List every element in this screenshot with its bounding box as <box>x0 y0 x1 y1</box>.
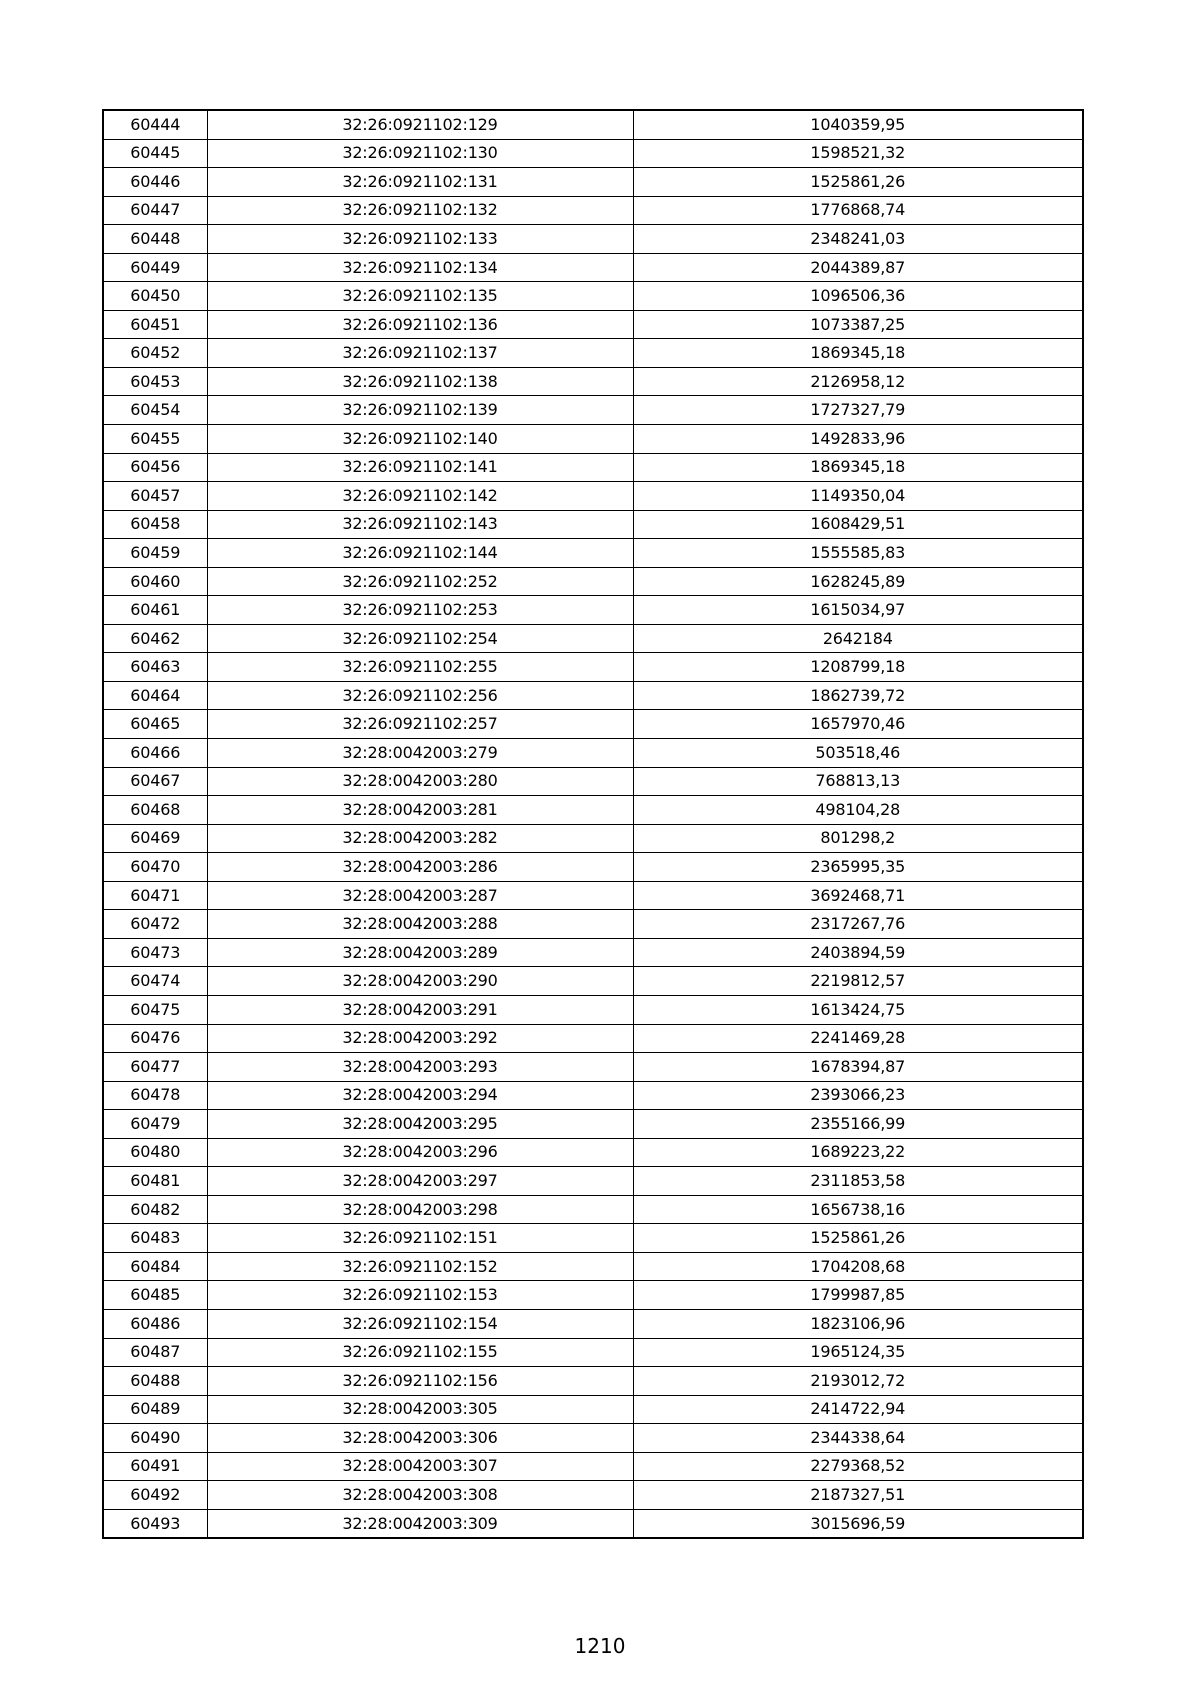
table-row <box>103 1195 1083 1224</box>
table-row <box>103 510 1083 539</box>
cadastral-number-cell: 32:28:0042003:286 <box>207 853 633 882</box>
table-row <box>103 1367 1083 1396</box>
table-row <box>103 1395 1083 1424</box>
row-number-cell: 60488 <box>103 1367 207 1396</box>
cadastral-number-cell: 32:26:0921102:253 <box>207 596 633 625</box>
row-number-cell: 60452 <box>103 339 207 368</box>
value-cell: 1608429,51 <box>633 510 1083 539</box>
cadastral-number-cell: 32:26:0921102:154 <box>207 1309 633 1338</box>
row-number-cell: 60493 <box>103 1509 207 1538</box>
row-number-cell: 60477 <box>103 1053 207 1082</box>
value-cell: 1598521,32 <box>633 139 1083 168</box>
cadastral-number-cell: 32:26:0921102:155 <box>207 1338 633 1367</box>
row-number-cell: 60470 <box>103 853 207 882</box>
value-cell: 1613424,75 <box>633 995 1083 1024</box>
value-cell: 1869345,18 <box>633 453 1083 482</box>
row-number-cell: 60453 <box>103 367 207 396</box>
row-number-cell: 60463 <box>103 653 207 682</box>
row-number-cell: 60462 <box>103 624 207 653</box>
cadastral-number-cell: 32:28:0042003:308 <box>207 1481 633 1510</box>
value-cell: 1525861,26 <box>633 1224 1083 1253</box>
table-row <box>103 425 1083 454</box>
row-number-cell: 60444 <box>103 110 207 139</box>
cadastral-number-cell: 32:28:0042003:306 <box>207 1424 633 1453</box>
row-number-cell: 60454 <box>103 396 207 425</box>
row-number-cell: 60481 <box>103 1167 207 1196</box>
row-number-cell: 60492 <box>103 1481 207 1510</box>
table-row <box>103 1338 1083 1367</box>
cadastral-number-cell: 32:26:0921102:134 <box>207 253 633 282</box>
cadastral-number-cell: 32:26:0921102:139 <box>207 396 633 425</box>
value-cell: 1776868,74 <box>633 196 1083 225</box>
value-cell: 1656738,16 <box>633 1195 1083 1224</box>
row-number-cell: 60448 <box>103 225 207 254</box>
table-row <box>103 1452 1083 1481</box>
value-cell: 1799987,85 <box>633 1281 1083 1310</box>
table-row <box>103 624 1083 653</box>
value-cell: 2365995,35 <box>633 853 1083 882</box>
value-cell: 1208799,18 <box>633 653 1083 682</box>
value-cell: 2393066,23 <box>633 1081 1083 1110</box>
table-row <box>103 396 1083 425</box>
row-number-cell: 60485 <box>103 1281 207 1310</box>
cadastral-number-cell: 32:28:0042003:288 <box>207 910 633 939</box>
table-row <box>103 1224 1083 1253</box>
cadastral-number-cell: 32:28:0042003:297 <box>207 1167 633 1196</box>
table-row <box>103 367 1083 396</box>
cadastral-number-cell: 32:28:0042003:305 <box>207 1395 633 1424</box>
value-cell: 2355166,99 <box>633 1110 1083 1139</box>
table-row <box>103 1281 1083 1310</box>
row-number-cell: 60489 <box>103 1395 207 1424</box>
cadastral-number-cell: 32:26:0921102:257 <box>207 710 633 739</box>
value-cell: 2126958,12 <box>633 367 1083 396</box>
table-row <box>103 767 1083 796</box>
table-row <box>103 110 1083 139</box>
value-cell: 2348241,03 <box>633 225 1083 254</box>
row-number-cell: 60484 <box>103 1252 207 1281</box>
value-cell: 2241469,28 <box>633 1024 1083 1053</box>
row-number-cell: 60445 <box>103 139 207 168</box>
value-cell: 503518,46 <box>633 739 1083 768</box>
cadastral-number-cell: 32:28:0042003:307 <box>207 1452 633 1481</box>
row-number-cell: 60473 <box>103 938 207 967</box>
cadastral-number-cell: 32:26:0921102:140 <box>207 425 633 454</box>
table-row <box>103 596 1083 625</box>
value-cell: 1492833,96 <box>633 425 1083 454</box>
row-number-cell: 60491 <box>103 1452 207 1481</box>
table-row <box>103 310 1083 339</box>
row-number-cell: 60468 <box>103 796 207 825</box>
table-row <box>103 1252 1083 1281</box>
cadastral-number-cell: 32:28:0042003:281 <box>207 796 633 825</box>
row-number-cell: 60456 <box>103 453 207 482</box>
row-number-cell: 60478 <box>103 1081 207 1110</box>
row-number-cell: 60490 <box>103 1424 207 1453</box>
table-row <box>103 681 1083 710</box>
table-row <box>103 539 1083 568</box>
value-cell: 2187327,51 <box>633 1481 1083 1510</box>
table-row <box>103 1167 1083 1196</box>
table-row <box>103 196 1083 225</box>
table-row <box>103 139 1083 168</box>
value-cell: 1689223,22 <box>633 1138 1083 1167</box>
cadastral-number-cell: 32:26:0921102:129 <box>207 110 633 139</box>
table-row <box>103 253 1083 282</box>
value-cell: 1525861,26 <box>633 168 1083 197</box>
row-number-cell: 60446 <box>103 168 207 197</box>
row-number-cell: 60467 <box>103 767 207 796</box>
value-cell: 498104,28 <box>633 796 1083 825</box>
row-number-cell: 60459 <box>103 539 207 568</box>
cadastral-value-table <box>102 109 1084 1539</box>
row-number-cell: 60471 <box>103 881 207 910</box>
row-number-cell: 60457 <box>103 482 207 511</box>
value-cell: 2317267,76 <box>633 910 1083 939</box>
table-row <box>103 938 1083 967</box>
value-cell: 1040359,95 <box>633 110 1083 139</box>
table-row <box>103 339 1083 368</box>
value-cell: 2044389,87 <box>633 253 1083 282</box>
cadastral-number-cell: 32:28:0042003:279 <box>207 739 633 768</box>
value-cell: 3692468,71 <box>633 881 1083 910</box>
table-row <box>103 967 1083 996</box>
table-row <box>103 168 1083 197</box>
value-cell: 2279368,52 <box>633 1452 1083 1481</box>
cadastral-number-cell: 32:26:0921102:132 <box>207 196 633 225</box>
table-row <box>103 853 1083 882</box>
row-number-cell: 60447 <box>103 196 207 225</box>
row-number-cell: 60476 <box>103 1024 207 1053</box>
cadastral-number-cell: 32:26:0921102:153 <box>207 1281 633 1310</box>
value-cell: 1657970,46 <box>633 710 1083 739</box>
cadastral-number-cell: 32:26:0921102:256 <box>207 681 633 710</box>
row-number-cell: 60451 <box>103 310 207 339</box>
row-number-cell: 60472 <box>103 910 207 939</box>
table-row <box>103 225 1083 254</box>
table-body <box>103 110 1083 1538</box>
table-row <box>103 995 1083 1024</box>
value-cell: 1823106,96 <box>633 1309 1083 1338</box>
row-number-cell: 60455 <box>103 425 207 454</box>
row-number-cell: 60469 <box>103 824 207 853</box>
table-row <box>103 653 1083 682</box>
value-cell: 1869345,18 <box>633 339 1083 368</box>
row-number-cell: 60450 <box>103 282 207 311</box>
table-row <box>103 881 1083 910</box>
cadastral-number-cell: 32:28:0042003:291 <box>207 995 633 1024</box>
row-number-cell: 60458 <box>103 510 207 539</box>
cadastral-number-cell: 32:26:0921102:137 <box>207 339 633 368</box>
value-cell: 2403894,59 <box>633 938 1083 967</box>
value-cell: 1678394,87 <box>633 1053 1083 1082</box>
table-row <box>103 1481 1083 1510</box>
value-cell: 801298,2 <box>633 824 1083 853</box>
cadastral-number-cell: 32:26:0921102:142 <box>207 482 633 511</box>
row-number-cell: 60480 <box>103 1138 207 1167</box>
table-row <box>103 796 1083 825</box>
value-cell: 1628245,89 <box>633 567 1083 596</box>
value-cell: 2311853,58 <box>633 1167 1083 1196</box>
table-row <box>103 1024 1083 1053</box>
table-row <box>103 739 1083 768</box>
value-cell: 1615034,97 <box>633 596 1083 625</box>
table-row <box>103 1081 1083 1110</box>
table-row <box>103 910 1083 939</box>
row-number-cell: 60475 <box>103 995 207 1024</box>
row-number-cell: 60466 <box>103 739 207 768</box>
table-row <box>103 710 1083 739</box>
cadastral-number-cell: 32:26:0921102:138 <box>207 367 633 396</box>
cadastral-number-cell: 32:26:0921102:130 <box>207 139 633 168</box>
cadastral-number-cell: 32:28:0042003:295 <box>207 1110 633 1139</box>
row-number-cell: 60487 <box>103 1338 207 1367</box>
value-cell: 1862739,72 <box>633 681 1083 710</box>
cadastral-number-cell: 32:26:0921102:133 <box>207 225 633 254</box>
row-number-cell: 60479 <box>103 1110 207 1139</box>
value-cell: 1965124,35 <box>633 1338 1083 1367</box>
table-row <box>103 1424 1083 1453</box>
cadastral-number-cell: 32:26:0921102:143 <box>207 510 633 539</box>
cadastral-number-cell: 32:26:0921102:131 <box>207 168 633 197</box>
value-cell: 2344338,64 <box>633 1424 1083 1453</box>
cadastral-number-cell: 32:28:0042003:298 <box>207 1195 633 1224</box>
row-number-cell: 60465 <box>103 710 207 739</box>
cadastral-number-cell: 32:26:0921102:135 <box>207 282 633 311</box>
row-number-cell: 60474 <box>103 967 207 996</box>
value-cell: 1096506,36 <box>633 282 1083 311</box>
cadastral-number-cell: 32:28:0042003:294 <box>207 1081 633 1110</box>
table-row <box>103 1138 1083 1167</box>
value-cell: 2642184 <box>633 624 1083 653</box>
value-cell: 1073387,25 <box>633 310 1083 339</box>
cadastral-number-cell: 32:28:0042003:296 <box>207 1138 633 1167</box>
cadastral-number-cell: 32:28:0042003:309 <box>207 1509 633 1538</box>
table-row <box>103 282 1083 311</box>
table-row <box>103 824 1083 853</box>
row-number-cell: 60483 <box>103 1224 207 1253</box>
cadastral-number-cell: 32:26:0921102:144 <box>207 539 633 568</box>
cadastral-number-cell: 32:28:0042003:290 <box>207 967 633 996</box>
value-cell: 1149350,04 <box>633 482 1083 511</box>
value-cell: 3015696,59 <box>633 1509 1083 1538</box>
cadastral-number-cell: 32:28:0042003:282 <box>207 824 633 853</box>
value-cell: 1704208,68 <box>633 1252 1083 1281</box>
cadastral-number-cell: 32:28:0042003:280 <box>207 767 633 796</box>
page-number: 1210 <box>574 1634 626 1658</box>
cadastral-number-cell: 32:26:0921102:252 <box>207 567 633 596</box>
row-number-cell: 60449 <box>103 253 207 282</box>
table-row <box>103 567 1083 596</box>
table-row <box>103 1053 1083 1082</box>
row-number-cell: 60464 <box>103 681 207 710</box>
table-row <box>103 453 1083 482</box>
value-cell: 1727327,79 <box>633 396 1083 425</box>
row-number-cell: 60461 <box>103 596 207 625</box>
cadastral-number-cell: 32:26:0921102:255 <box>207 653 633 682</box>
cadastral-number-cell: 32:28:0042003:293 <box>207 1053 633 1082</box>
value-cell: 1555585,83 <box>633 539 1083 568</box>
cadastral-number-cell: 32:26:0921102:254 <box>207 624 633 653</box>
row-number-cell: 60486 <box>103 1309 207 1338</box>
value-cell: 768813,13 <box>633 767 1083 796</box>
cadastral-number-cell: 32:28:0042003:289 <box>207 938 633 967</box>
table-row <box>103 1309 1083 1338</box>
cadastral-number-cell: 32:26:0921102:136 <box>207 310 633 339</box>
cadastral-number-cell: 32:26:0921102:141 <box>207 453 633 482</box>
cadastral-number-cell: 32:26:0921102:151 <box>207 1224 633 1253</box>
table-row <box>103 1509 1083 1538</box>
cadastral-number-cell: 32:26:0921102:152 <box>207 1252 633 1281</box>
row-number-cell: 60460 <box>103 567 207 596</box>
value-cell: 2193012,72 <box>633 1367 1083 1396</box>
cadastral-number-cell: 32:28:0042003:287 <box>207 881 633 910</box>
row-number-cell: 60482 <box>103 1195 207 1224</box>
value-cell: 2219812,57 <box>633 967 1083 996</box>
value-cell: 2414722,94 <box>633 1395 1083 1424</box>
cadastral-number-cell: 32:26:0921102:156 <box>207 1367 633 1396</box>
cadastral-number-cell: 32:28:0042003:292 <box>207 1024 633 1053</box>
table-row <box>103 1110 1083 1139</box>
table-row <box>103 482 1083 511</box>
